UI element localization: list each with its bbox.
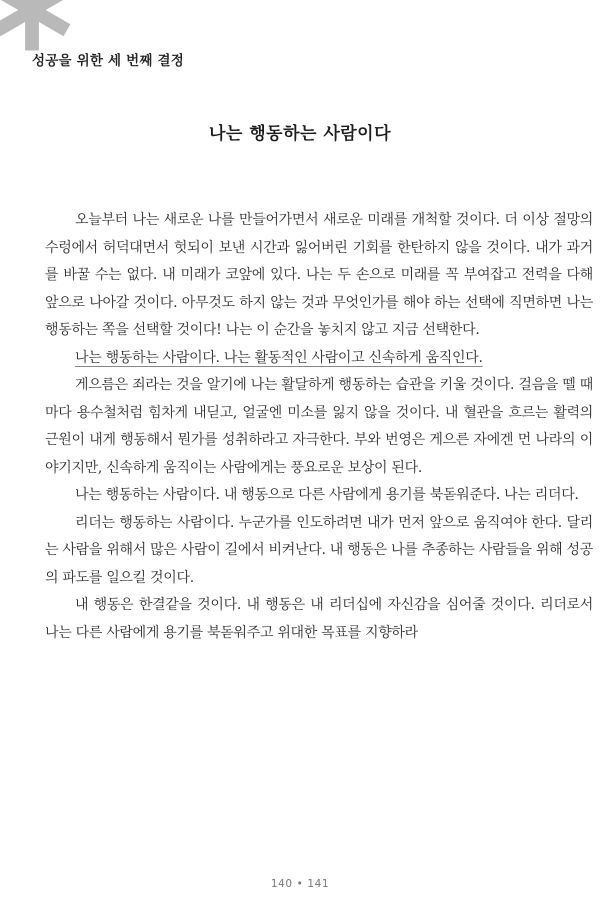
body-text — [45, 207, 593, 647]
paragraph: 나는 행동하는 사람이다. 내 행동으로 다른 사람에게 용기를 북돋워준다. 나는 리더다. — [75, 487, 579, 503]
section-title: 나는 행동하는 사람이다 — [208, 124, 392, 144]
underlined-sentence: 나는 행동하는 사람이다. 나는 활동적인 사람이고 신속하게 움직인다. — [75, 349, 483, 366]
chapter-header: 성공을 위한 세 번째 결정 — [32, 53, 185, 69]
paragraph: 게으름은 죄라는 것을 알기에 나는 활달하게 행동하는 습관을 키울 것이다. 걸음을 뗄 때마다 용수철처럼 힘차게 내딛고, 얼굴엔 미소를 잃지 않을 것이다. 내 혈관을 흐르는 활력의 근원이 내게 행동해서 뭔가를 성취하라고 자극한다. 부와 번영은 게으른 자에겐 먼 나라의 이야기지만, 신속하게 움직이는 사람에게는 풍요로운 보상이 된다. — [45, 377, 593, 476]
paragraph — [45, 345, 593, 373]
paragraph: 리더는 행동하는 사람이다. 누군가를 인도하려면 내가 먼저 앞으로 움직여야 한다. 달리는 사람을 위해서 많은 사람이 길에서 비켜난다. 내 행동은 나를 추종하는 사람들을 위해 성공의 파도를 일으킬 것이다. — [45, 514, 593, 586]
asterisk-icon — [0, 0, 78, 56]
paragraph: 오늘부터 나는 새로운 나를 만들어가면서 새로운 미래를 개척할 것이다. 더 이상 절망의 수렁에서 허덕대면서 헛되이 보낸 시간과 잃어버린 기회를 한탄하지 않을 것이다. 내가 과거를 바꿀 수는 없다. 내 미래가 코앞에 있다. 나는 두 손으로 미래를 꼭 부여잡고 전력을 다해 앞으로 나아갈 것이다. 아무것도 하지 않는 것과 무엇인가를 해야 하는 선택에 직면하면 나는 행동하는 쪽을 선택할 것이다! 나는 이 순간을 놓치지 않고 지금 선택한다. — [45, 212, 593, 338]
page-numbers: 140 • 141 — [270, 878, 330, 890]
paragraph: 내 행동은 한결같을 것이다. 내 행동은 내 리더십에 자신감을 심어줄 것이다. 리더로서 나는 다른 사람에게 용기를 북돋워주고 위대한 목표를 지향하라 — [45, 597, 593, 641]
